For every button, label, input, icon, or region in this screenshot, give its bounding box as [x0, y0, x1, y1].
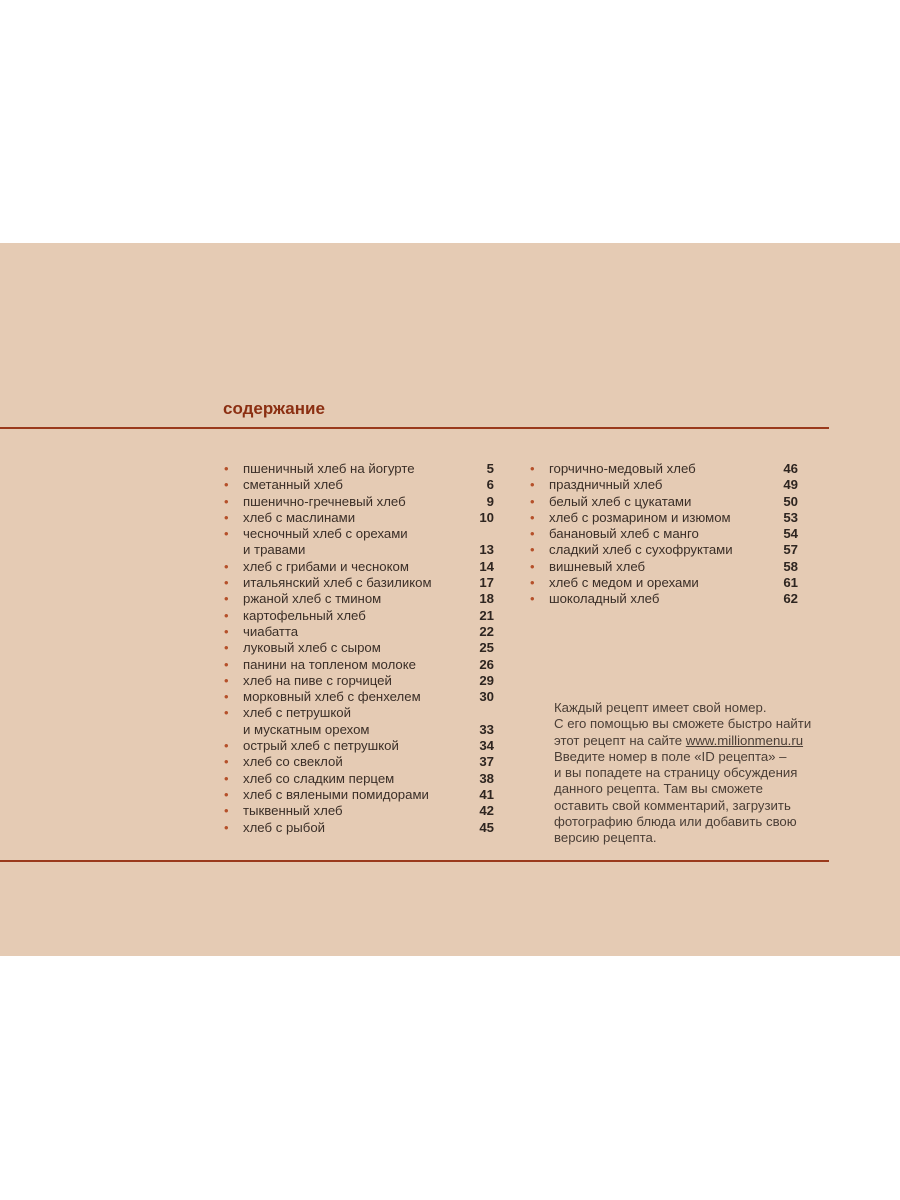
note-line: С его помощью вы сможете быстро найти: [554, 716, 812, 732]
bullet-icon: •: [224, 575, 229, 591]
toc-entry-page-number: 5: [486, 461, 494, 476]
bullet-icon: •: [224, 689, 229, 705]
bullet-icon: •: [224, 656, 229, 672]
bullet-icon: •: [530, 509, 535, 525]
toc-entry-title: сладкий хлеб с сухофруктами: [549, 542, 733, 558]
note-line-text: этот рецепт на сайте: [554, 732, 686, 748]
toc-entry-title: тыквенный хлеб: [243, 803, 343, 819]
bullet-icon: •: [530, 477, 535, 493]
toc-entry-page-number: 50: [783, 493, 798, 509]
toc-entry-page-number: 17: [479, 575, 494, 591]
toc-entry[interactable]: [224, 477, 494, 493]
bullet-icon: •: [530, 575, 535, 591]
contents-page: [0, 243, 900, 956]
bullet-icon: •: [224, 672, 229, 688]
toc-entry-title: сметанный хлеб: [243, 477, 343, 493]
toc-entry[interactable]: [224, 820, 494, 836]
recipe-id-note: [554, 700, 824, 847]
toc-entry-page-number: 13: [479, 542, 494, 558]
bullet-icon: •: [224, 477, 229, 493]
toc-entry-page-number: 61: [783, 575, 798, 591]
toc-entry-page-number: 34: [479, 738, 494, 754]
bullet-icon: •: [224, 461, 229, 476]
note-line: [554, 733, 824, 749]
toc-entry-title: панини на топленом молоке: [243, 656, 417, 672]
toc-entry[interactable]: [224, 510, 494, 526]
bullet-icon: •: [224, 558, 229, 574]
site-link[interactable]: www.millionmenu.ru: [685, 732, 804, 748]
toc-entry-title: картофельный хлеб: [243, 607, 366, 623]
toc-entry-page-number: 45: [479, 819, 494, 835]
toc-entry[interactable]: [224, 738, 494, 754]
bullet-icon: •: [530, 591, 535, 607]
bullet-icon: •: [224, 819, 229, 835]
toc-entry-title: хлеб с вялеными помидорами: [243, 786, 429, 802]
toc-entry[interactable]: [224, 559, 494, 575]
toc-entry-title: чиабатта: [243, 623, 299, 639]
bullet-icon: •: [224, 526, 229, 542]
toc-entry-title: праздничный хлеб: [549, 477, 663, 493]
toc-entry[interactable]: [224, 494, 494, 510]
bullet-icon: •: [530, 542, 535, 558]
toc-entry-title: пшеничный хлеб на йогурте: [243, 461, 415, 476]
toc-entry-page-number: 21: [479, 607, 494, 623]
toc-entry-page-number: 29: [479, 672, 494, 688]
toc-entry-page-number: 41: [479, 786, 494, 802]
toc-entry-title: хлеб на пиве с горчицей: [243, 672, 392, 688]
toc-entry[interactable]: [224, 461, 494, 477]
toc-entry-page-number: 22: [479, 623, 494, 639]
toc-entry[interactable]: [530, 477, 798, 493]
toc-entry-title: банановый хлеб с манго: [549, 526, 699, 542]
bullet-icon: •: [224, 754, 229, 770]
toc-entry-page-number: 30: [479, 689, 494, 705]
toc-entry[interactable]: [224, 657, 494, 673]
bullet-icon: •: [224, 607, 229, 623]
toc-entry-title: белый хлеб с цукатами: [549, 493, 692, 509]
toc-entry-title: хлеб со свеклой: [243, 754, 343, 770]
bullet-icon: •: [530, 493, 535, 509]
toc-entry-page-number: 53: [783, 509, 798, 525]
toc-entry[interactable]: [224, 803, 494, 819]
note-line: оставить свой комментарий, загрузить: [554, 797, 791, 813]
note-line: Введите номер в поле «ID рецепта» –: [554, 748, 787, 764]
toc-entry[interactable]: [224, 705, 494, 738]
toc-entry-page-number: 38: [479, 770, 494, 786]
toc-entry[interactable]: [530, 510, 798, 526]
toc-entry-title: хлеб с маслинами: [243, 509, 356, 525]
toc-entry-page-number: 58: [783, 558, 798, 574]
toc-entry[interactable]: [530, 591, 798, 607]
bullet-icon: •: [530, 526, 535, 542]
bullet-icon: •: [530, 461, 535, 476]
bullet-icon: •: [224, 623, 229, 639]
bullet-icon: •: [224, 509, 229, 525]
toc-entry[interactable]: [224, 624, 494, 640]
toc-entry-title: луковый хлеб с сыром: [243, 640, 381, 656]
toc-entry-title: хлеб с медом и орехами: [549, 575, 699, 591]
bullet-icon: •: [224, 591, 229, 607]
toc-entry-page-number: 10: [479, 509, 494, 525]
toc-entry-page-number: 33: [479, 721, 494, 737]
bullet-icon: •: [530, 558, 535, 574]
toc-entry[interactable]: [224, 608, 494, 624]
bullet-icon: •: [224, 770, 229, 786]
toc-entry-title: итальянский хлеб с базиликом: [243, 575, 432, 591]
toc-entry[interactable]: [224, 771, 494, 787]
bullet-icon: •: [224, 786, 229, 802]
toc-entry-title: хлеб с грибами и чесноком: [243, 558, 409, 574]
toc-entry-title: хлеб с рыбой: [243, 819, 326, 835]
toc-entry-title: ржаной хлеб с тмином: [243, 591, 382, 607]
toc-entry-page-number: 14: [479, 558, 494, 574]
toc-entry[interactable]: [224, 754, 494, 770]
note-line: фотографию блюда или добавить свою: [554, 814, 797, 830]
toc-entry-page-number: 37: [479, 754, 494, 770]
toc-entry-title: хлеб со сладким перцем: [243, 770, 395, 786]
toc-entry-page-number: 57: [783, 542, 798, 558]
toc-entry[interactable]: [224, 673, 494, 689]
toc-entry-page-number: 25: [479, 640, 494, 656]
toc-entry[interactable]: [530, 559, 798, 575]
toc-entry-title: пшенично-гречневый хлеб: [243, 493, 406, 509]
toc-entry[interactable]: [224, 640, 494, 656]
toc-entry-title: хлеб с розмарином и изюмом: [549, 509, 731, 525]
bullet-icon: •: [224, 738, 229, 754]
toc-entry[interactable]: [530, 542, 798, 558]
toc-entry-page-number: 42: [479, 803, 494, 819]
toc-entry[interactable]: [224, 591, 494, 607]
toc-entry-page-number: 54: [783, 526, 798, 542]
toc-entry[interactable]: [530, 526, 798, 542]
toc-entry-page-number: 46: [783, 461, 798, 476]
toc-entry[interactable]: [224, 526, 494, 559]
top-divider: [0, 427, 829, 429]
toc-entry-title: морковный хлеб с фенхелем: [243, 689, 421, 705]
toc-entry[interactable]: [530, 461, 798, 477]
bullet-icon: •: [224, 705, 229, 721]
note-line: и вы попадете на страницу обсуждения: [554, 765, 798, 781]
toc-entry[interactable]: [530, 575, 798, 591]
note-line: версию рецепта.: [554, 830, 657, 846]
toc-entry-page-number: 18: [479, 591, 494, 607]
note-line: Каждый рецепт имеет свой номер.: [554, 700, 767, 715]
page-title: содержание: [223, 399, 325, 418]
bottom-divider: [0, 860, 829, 862]
note-line: данного рецепта. Там вы сможете: [554, 781, 764, 797]
toc-entry[interactable]: [224, 689, 494, 705]
toc-entry-title: шоколадный хлеб: [549, 591, 660, 607]
toc-entry-page-number: 62: [783, 591, 798, 607]
toc-entry-title: острый хлеб с петрушкой: [243, 738, 399, 754]
toc-entry[interactable]: [530, 494, 798, 510]
toc-entry-page-number: 6: [486, 477, 494, 493]
bullet-icon: •: [224, 803, 229, 819]
toc-entry[interactable]: [224, 787, 494, 803]
toc-entry-title: хлеб с петрушкой и мускатным орехом: [243, 705, 370, 737]
toc-entry-title: чесночный хлеб с орехами и травами: [243, 526, 408, 558]
toc-entry[interactable]: [224, 575, 494, 591]
bullet-icon: •: [224, 493, 229, 509]
toc-entry-title: вишневый хлеб: [549, 558, 646, 574]
toc-left-column: [224, 461, 494, 836]
toc-entry-page-number: 49: [783, 477, 798, 493]
toc-entry-page-number: 9: [486, 493, 494, 509]
toc-right-column: [530, 461, 798, 608]
bullet-icon: •: [224, 640, 229, 656]
toc-entry-page-number: 26: [479, 656, 494, 672]
toc-entry-title: горчично-медовый хлеб: [549, 461, 696, 476]
